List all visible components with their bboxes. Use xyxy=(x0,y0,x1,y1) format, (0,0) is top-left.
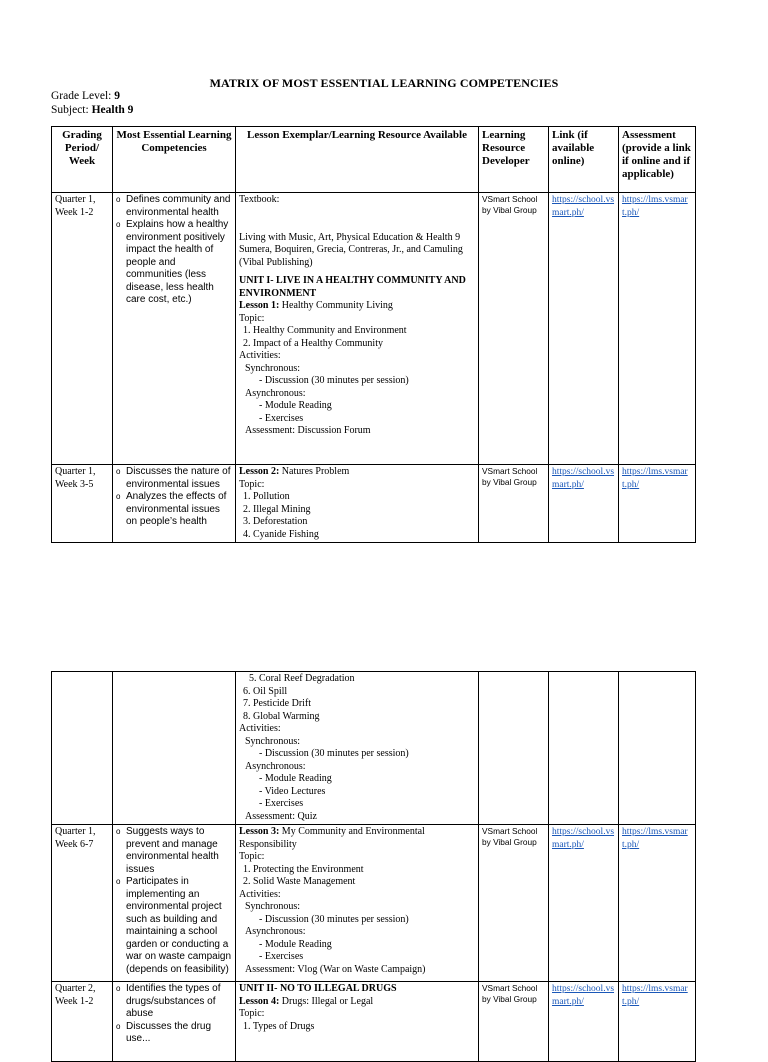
assessment-text: Assessment: Vlog (War on Waste Campaign) xyxy=(245,963,426,975)
bullet-icon: o xyxy=(116,492,121,501)
lesson-title: Lesson 1: Healthy Community Living xyxy=(239,300,393,311)
activity-item: - Exercises xyxy=(259,412,304,424)
bullet-icon: o xyxy=(116,195,121,204)
activity-item: - Module Reading xyxy=(259,400,332,411)
grade-value: 9 xyxy=(114,90,120,102)
activity-item: - Discussion (30 minutes per session) xyxy=(259,375,409,386)
lesson-title: Lesson 2: Natures Problem xyxy=(239,466,350,477)
melc-cell xyxy=(113,193,236,465)
period-cell: Quarter 1, Week 1-2 xyxy=(52,193,113,465)
lesson-cell xyxy=(236,825,479,982)
activity-item: - Discussion (30 minutes per session) xyxy=(259,913,409,925)
topic-item: 1. Healthy Community and Environment xyxy=(243,325,407,336)
table-row xyxy=(52,982,696,1062)
resource-link[interactable]: https://school.vsmart.ph/ xyxy=(552,467,615,490)
header-assessment: Assessment (provide a link if online and if applicable) xyxy=(619,127,696,193)
developer-cell: VSmart School by Vibal Group xyxy=(479,825,549,982)
lesson-title: Lesson 4: Drugs: Illegal or Legal xyxy=(239,995,374,1007)
table-row xyxy=(52,193,696,465)
lesson-cell xyxy=(236,672,479,825)
activities-label: Activities: xyxy=(239,350,281,361)
topic-item: 1. Pollution xyxy=(243,491,290,502)
resource-link[interactable]: https://school.vsmart.ph/ xyxy=(552,827,615,850)
bullet-icon: o xyxy=(116,877,121,886)
lesson-cell xyxy=(236,193,479,465)
header-melc: Most Essential Learning Competencies xyxy=(113,127,236,193)
table-row xyxy=(52,825,696,982)
competency-table-page-1 xyxy=(51,126,696,543)
topic-item: 1. Types of Drugs xyxy=(243,1020,315,1032)
link-cell xyxy=(549,193,619,465)
header-link: Link (if available online) xyxy=(549,127,619,193)
activity-item: - Module Reading xyxy=(259,773,332,784)
period-cell: Quarter 1, Week 6-7 xyxy=(52,825,113,982)
subject xyxy=(51,103,133,117)
melc-item: o Explains how a healthy environment positively impact the health of people and communities (less disease, less health care cost, etc.) xyxy=(116,219,229,305)
async-label: Asynchronous: xyxy=(245,760,306,772)
header-developer: Learning Resource Developer xyxy=(479,127,549,193)
resource-link[interactable]: https://school.vsmart.ph/ xyxy=(552,984,615,1007)
assessment-link-cell xyxy=(619,672,696,825)
async-label: Asynchronous: xyxy=(245,926,306,937)
assessment-text: Assessment: Quiz xyxy=(245,810,317,822)
period-cell xyxy=(52,672,113,825)
topic-item: 1. Protecting the Environment xyxy=(243,863,364,875)
melc-item: o Identifies the types of drugs/substances of abuse xyxy=(116,983,221,1019)
activity-item: - Exercises xyxy=(259,951,304,962)
developer-cell: VSmart School by Vibal Group xyxy=(479,982,549,1062)
topic-item: 2. Solid Waste Management xyxy=(243,876,356,887)
assessment-link[interactable]: https://lms.vsmart.ph/ xyxy=(622,467,688,490)
link-cell xyxy=(549,672,619,825)
melc-cell xyxy=(113,982,236,1062)
melc-item: o Suggests ways to prevent and manage environmental health issues xyxy=(116,826,219,875)
subject-label: Subject: xyxy=(51,104,92,116)
melc-item: o Discusses the drug use... xyxy=(116,1020,212,1044)
book-title: Living with Music, Art, Physical Education & Health 9 xyxy=(239,231,461,243)
table-header-row xyxy=(52,127,696,193)
bullet-icon: o xyxy=(116,1021,121,1031)
activity-item: - Module Reading xyxy=(259,938,332,950)
assessment-link-cell xyxy=(619,825,696,982)
grade-level xyxy=(51,89,120,103)
link-cell xyxy=(549,825,619,982)
bullet-icon: o xyxy=(116,984,121,993)
subject-value: Health 9 xyxy=(91,104,134,116)
unit-title: UNIT II- NO TO ILLEGAL DRUGS xyxy=(239,983,397,994)
topic-item: 7. Pesticide Drift xyxy=(243,698,312,709)
assessment-link-cell xyxy=(619,465,696,543)
developer-cell xyxy=(479,672,549,825)
assessment-link[interactable]: https://lms.vsmart.ph/ xyxy=(622,827,688,850)
header-lesson: Lesson Exemplar/Learning Resource Available xyxy=(236,127,479,193)
melc-cell xyxy=(113,465,236,543)
topic-item: 3. Deforestation xyxy=(243,516,308,527)
bullet-icon: o xyxy=(116,827,121,836)
grade-label: Grade Level: xyxy=(51,90,115,102)
lesson-title: Lesson 3: My Community and Environmental Responsibility xyxy=(239,826,425,850)
topic-label: Topic: xyxy=(239,478,265,490)
link-cell xyxy=(549,982,619,1062)
textbook-label: Textbook: xyxy=(239,194,280,205)
topic-item: 5. Coral Reef Degradation xyxy=(249,673,355,684)
topic-label: Topic: xyxy=(239,312,265,324)
lesson-cell xyxy=(236,982,479,1062)
resource-link[interactable]: https://school.vsmart.ph/ xyxy=(552,195,615,218)
assessment-link[interactable]: https://lms.vsmart.ph/ xyxy=(622,984,688,1007)
table-row xyxy=(52,465,696,543)
async-label: Asynchronous: xyxy=(245,387,306,399)
competency-table-page-2 xyxy=(51,671,696,1062)
sync-label: Synchronous: xyxy=(245,735,300,747)
topic-item: 2. Illegal Mining xyxy=(243,503,311,515)
header-period: Grading Period/ Week xyxy=(52,127,113,193)
lesson-cell xyxy=(236,465,479,543)
topic-item: 8. Global Warming xyxy=(243,710,320,722)
table-row xyxy=(52,672,696,825)
melc-item: o Analyzes the effects of environmental issues on people’s health xyxy=(116,491,227,527)
bullet-icon: o xyxy=(116,220,121,229)
assessment-link[interactable]: https://lms.vsmart.ph/ xyxy=(622,195,688,218)
book-publisher: (Vibal Publishing) xyxy=(239,256,313,268)
book-authors: Sumera, Boquiren, Grecia, Contreras, Jr., and Camuling xyxy=(239,244,463,255)
period-cell: Quarter 1, Week 3-5 xyxy=(52,465,113,543)
assessment-link-cell xyxy=(619,982,696,1062)
activities-label: Activities: xyxy=(239,888,281,900)
document-title: MATRIX OF MOST ESSENTIAL LEARNING COMPETENCIES xyxy=(209,76,559,90)
developer-cell: VSmart School by Vibal Group xyxy=(479,465,549,543)
sync-label: Synchronous: xyxy=(245,901,300,912)
assessment-link-cell xyxy=(619,193,696,465)
sync-label: Synchronous: xyxy=(245,362,300,374)
topic-label: Topic: xyxy=(239,1008,265,1019)
topic-item: 2. Impact of a Healthy Community xyxy=(243,337,383,349)
topic-item: 4. Cyanide Fishing xyxy=(243,528,319,540)
melc-item: o Discusses the nature of environmental issues xyxy=(116,466,231,490)
unit-title: UNIT I- LIVE IN A HEALTHY COMMUNITY AND ENVIRONMENT xyxy=(239,275,466,299)
topic-label: Topic: xyxy=(239,851,265,862)
melc-cell xyxy=(113,825,236,982)
topic-item: 6. Oil Spill xyxy=(243,685,288,697)
melc-item: o Defines community and environmental health xyxy=(116,194,231,218)
activity-item: - Video Lectures xyxy=(259,785,326,797)
developer-cell: VSmart School by Vibal Group xyxy=(479,193,549,465)
assessment-text: Assessment: Discussion Forum xyxy=(245,425,371,436)
period-cell: Quarter 2, Week 1-2 xyxy=(52,982,113,1062)
melc-item: o Participates in implementing an environmental project such as building and maintaining a school garden or conducting a war on waste campaign (depends on feasibility) xyxy=(116,876,232,975)
activities-label: Activities: xyxy=(239,723,281,734)
bullet-icon: o xyxy=(116,467,121,476)
melc-cell xyxy=(113,672,236,825)
activity-item: - Exercises xyxy=(259,798,304,809)
link-cell xyxy=(549,465,619,543)
activity-item: - Discussion (30 minutes per session) xyxy=(259,748,409,759)
